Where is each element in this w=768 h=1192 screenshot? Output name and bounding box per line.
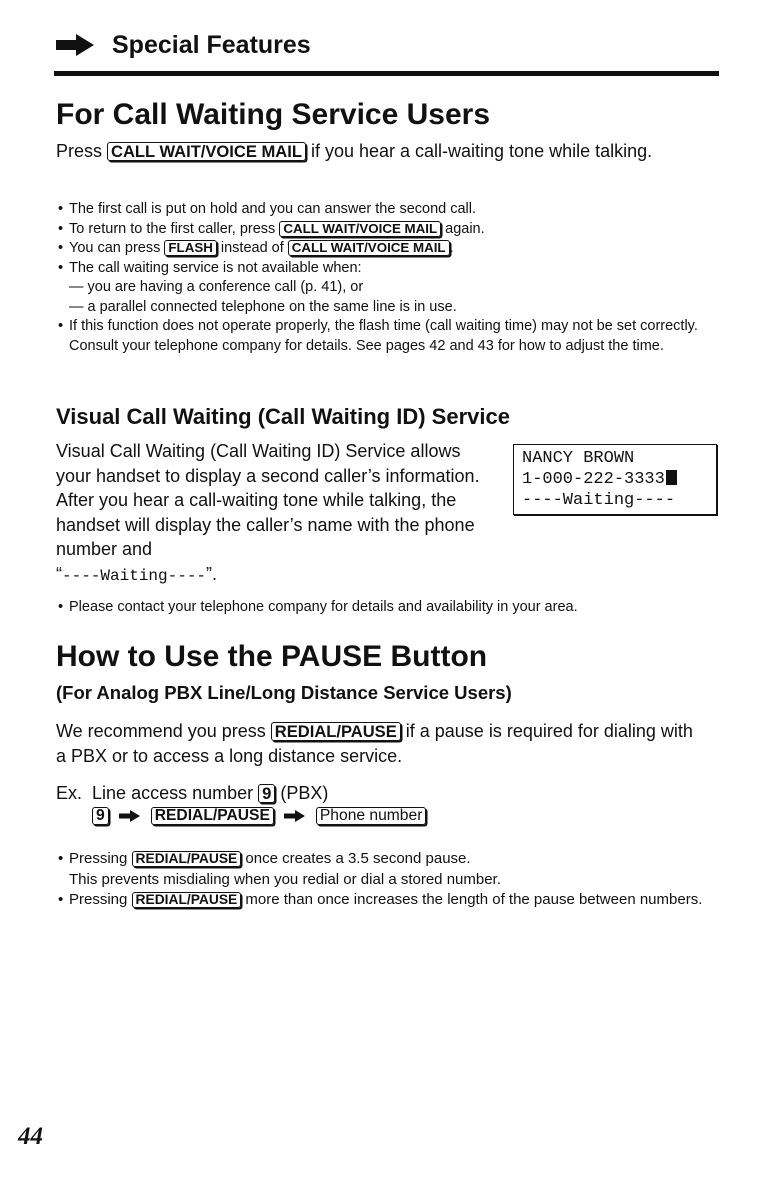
- pause-title: How to Use the PAUSE Button: [56, 640, 488, 673]
- pause-intro: We recommend you press REDIAL/PAUSE if a pause is required for dialing with a PBX or to access a long distance service.: [56, 721, 693, 766]
- call-waiting-title: For Call Waiting Service Users: [56, 98, 491, 131]
- list-item: • Pressing REDIAL/PAUSE more than once increases the length of the pause between numbers.: [56, 890, 716, 911]
- phone-number-key: Phone number: [316, 807, 427, 825]
- list-item: • Please contact your telephone company for details and availability in your area.: [56, 598, 736, 617]
- display-line-number: 1-000-222-3333: [522, 469, 708, 490]
- header-title: Special Features: [112, 30, 311, 59]
- call-wait-voice-mail-key: CALL WAIT/VOICE MAIL: [107, 142, 306, 161]
- sub-item: — you are having a conference call (p. 41), or: [69, 279, 364, 295]
- list-item: • If this function does not operate properly, the flash time (call waiting time) may not be set correctly. Consult your telephone company for details. See pages 42 and 43 for how to adjust the time.: [56, 317, 716, 356]
- visual-body: Visual Call Waiting (Call Waiting ID) Service allows your handset to display a second caller’s information. After you hear a call-waiting tone while talking, the handset will display the caller’s name with the phone number and “----Waiting----”.: [56, 441, 480, 585]
- display-cursor-icon: [666, 470, 677, 485]
- redial-pause-key: REDIAL/PAUSE: [132, 851, 242, 867]
- right-arrow-icon: [284, 810, 306, 822]
- section-header: [56, 28, 311, 62]
- sub-item: — a parallel connected telephone on the same line is in use.: [69, 298, 457, 315]
- list-item: • To return to the first caller, press CALL WAIT/VOICE MAIL again.: [56, 220, 716, 240]
- right-arrow-icon: [56, 34, 96, 56]
- visual-call-waiting-title: Visual Call Waiting (Call Waiting ID) Service: [56, 404, 510, 429]
- intro-rest: if you hear a call-waiting tone while talking.: [310, 141, 653, 161]
- waiting-text: ----Waiting----: [62, 566, 207, 585]
- example-line: Ex. Line access number 9 (PBX): [56, 783, 329, 803]
- list-item: • The first call is put on hold and you can answer the second call.: [56, 200, 716, 220]
- list-item: • The call waiting service is not available when: — you are having a conference call (p. 41), or — a parallel connected telephone on the same line is in use.: [56, 259, 716, 318]
- handset-display: [513, 444, 717, 515]
- example-sequence: [92, 807, 426, 825]
- display-line-name: NANCY BROWN: [522, 449, 635, 468]
- pause-subtitle: (For Analog PBX Line/Long Distance Service Users): [56, 682, 512, 703]
- pause-bullets: [56, 849, 716, 911]
- call-wait-voice-mail-key: CALL WAIT/VOICE MAIL: [279, 221, 441, 237]
- list-item: • Pressing REDIAL/PAUSE once creates a 3.5 second pause. This prevents misdialing when you redial or dial a stored number.: [56, 849, 716, 890]
- call-waiting-intro: [56, 139, 676, 164]
- redial-pause-key: REDIAL/PAUSE: [271, 722, 401, 741]
- visual-note: [56, 598, 736, 617]
- right-arrow-icon: [119, 810, 141, 822]
- redial-pause-key: REDIAL/PAUSE: [132, 892, 242, 908]
- call-wait-voice-mail-key: CALL WAIT/VOICE MAIL: [288, 240, 450, 256]
- flash-key: FLASH: [164, 240, 216, 256]
- digit-9-key: 9: [92, 807, 109, 825]
- page-number: 44: [18, 1123, 43, 1150]
- header-rule: [54, 71, 719, 76]
- intro-press: Press: [56, 141, 103, 161]
- digit-9-key: 9: [258, 784, 275, 803]
- display-line-waiting: ----Waiting----: [522, 491, 676, 510]
- call-waiting-bullets: [56, 200, 716, 356]
- redial-pause-key: REDIAL/PAUSE: [151, 807, 274, 825]
- list-item: • You can press FLASH instead of CALL WAIT/VOICE MAIL .: [56, 239, 716, 259]
- example-label: Ex.: [56, 783, 83, 803]
